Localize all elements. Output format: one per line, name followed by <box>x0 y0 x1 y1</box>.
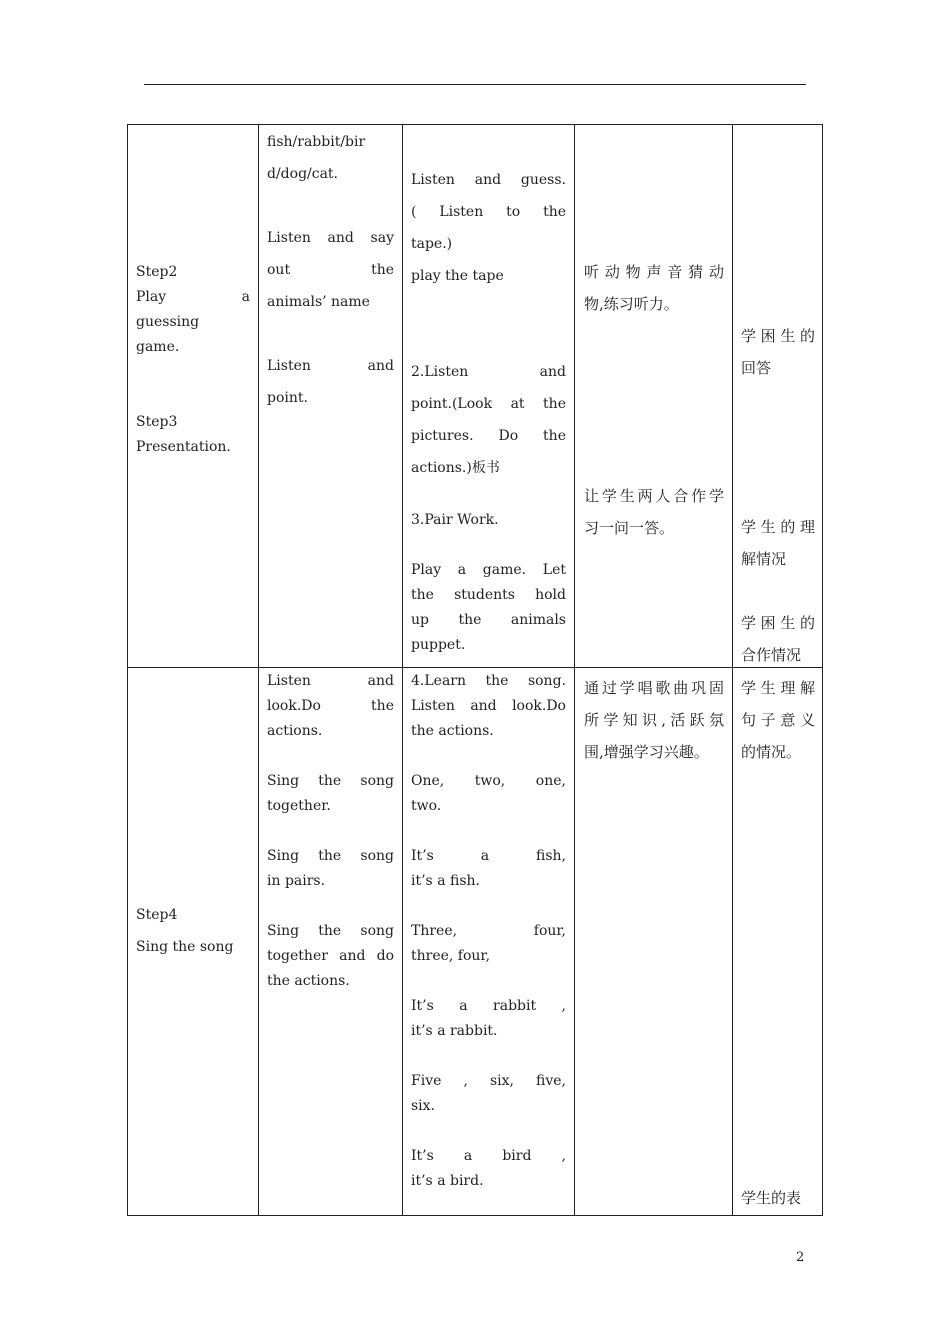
evaluation-line: 学困生的 <box>741 327 815 345</box>
students-line: out the <box>267 262 394 278</box>
students-line: Listen and <box>267 358 394 374</box>
step-cell <box>136 260 250 460</box>
purpose-line: 所学知识,活跃氛 <box>584 711 724 729</box>
teacher-line: play the tape <box>411 268 504 284</box>
students-line: in pairs. <box>267 873 326 889</box>
table-border <box>732 124 733 1216</box>
spacer <box>411 969 566 994</box>
spacer <box>267 190 394 222</box>
spacer <box>267 819 394 844</box>
students-activity-cell <box>267 126 394 414</box>
step-line: Step2 <box>136 264 178 280</box>
evaluation-line: 句子意义 <box>741 711 815 729</box>
students-line: the actions. <box>267 973 350 989</box>
students-line: d/dog/cat. <box>267 166 339 182</box>
table-border <box>127 667 823 668</box>
table-border <box>127 124 823 125</box>
students-activity-cell <box>267 669 394 994</box>
teacher-line: It’s a bird , <box>411 1148 566 1164</box>
teacher-line: the students hold <box>411 587 566 603</box>
students-line: Listen and say <box>267 230 394 246</box>
teacher-line: up the animals <box>411 612 566 628</box>
evaluation-line: 学生的理 <box>741 518 815 536</box>
teacher-line: One, two, one, <box>411 773 566 789</box>
teacher-line: Three, four, <box>411 923 566 939</box>
step-line: Step3 <box>136 414 178 430</box>
purpose-cell <box>584 672 724 768</box>
purpose-cell-a <box>584 256 724 320</box>
teacher-line: point.(Look at the <box>411 396 566 412</box>
teacher-line: ( Listen to the <box>411 204 566 220</box>
students-line: Sing the song <box>267 773 394 789</box>
step-line: Sing the song <box>136 939 234 955</box>
teacher-line: Five , six, five, <box>411 1073 566 1089</box>
evaluation-cell-a <box>741 320 815 384</box>
teacher-activity-cell <box>411 669 566 1194</box>
students-line: animals’ name <box>267 294 370 310</box>
evaluation-cell-b <box>741 511 815 575</box>
teacher-line: It’s a fish, <box>411 848 566 864</box>
evaluation-line: 合作情况 <box>741 646 802 664</box>
spacer <box>136 360 250 385</box>
spacer <box>411 1044 566 1069</box>
teacher-activity-cell-b <box>411 356 566 484</box>
spacer <box>136 385 250 410</box>
teacher-line: Listen and guess. <box>411 172 566 188</box>
table-border <box>822 124 823 1216</box>
evaluation-line: 学生的表 <box>741 1189 802 1207</box>
step-line: Presentation. <box>136 439 231 455</box>
students-line: actions. <box>267 723 323 739</box>
spacer <box>411 744 566 769</box>
teacher-line: it’s a bird. <box>411 1173 484 1189</box>
table-border <box>574 124 575 1216</box>
teacher-line: the actions. <box>411 723 494 739</box>
evaluation-cell-c <box>741 607 815 671</box>
teacher-line: two. <box>411 798 442 814</box>
step-cell <box>136 899 250 963</box>
spacer <box>267 894 394 919</box>
students-line: point. <box>267 390 308 406</box>
evaluation-cell-a <box>741 672 815 768</box>
purpose-cell-b <box>584 480 724 544</box>
teacher-line: it’s a rabbit. <box>411 1023 498 1039</box>
evaluation-line: 回答 <box>741 359 772 377</box>
purpose-line: 习一问一答。 <box>584 519 675 537</box>
teacher-activity-cell-d <box>411 558 566 658</box>
teacher-line: puppet. <box>411 637 466 653</box>
evaluation-line: 学困生的 <box>741 614 815 632</box>
step-line: game. <box>136 339 180 355</box>
page-number: 2 <box>796 1250 805 1265</box>
table-border <box>258 124 259 1216</box>
spacer <box>411 894 566 919</box>
spacer <box>411 819 566 844</box>
teacher-line: 3.Pair Work. <box>411 512 499 528</box>
purpose-line: 听动物声音猜动 <box>584 263 724 281</box>
purpose-line: 通过学唱歌曲巩固 <box>584 679 724 697</box>
teacher-activity-cell-a <box>411 164 566 292</box>
table-border <box>127 1215 823 1216</box>
step-line: Step4 <box>136 907 178 923</box>
step-line: Play a <box>136 289 250 305</box>
students-line: together and do <box>267 948 394 964</box>
evaluation-cell-b <box>741 1182 815 1214</box>
teacher-line: 2.Listen and <box>411 364 566 380</box>
teacher-line: actions.)板书 <box>411 460 500 476</box>
students-line: look.Do the <box>267 698 394 714</box>
teacher-line: tape.) <box>411 236 453 252</box>
table-border <box>127 124 128 1216</box>
teacher-line: Play a game. Let <box>411 562 566 578</box>
teacher-line: six. <box>411 1098 436 1114</box>
spacer <box>267 318 394 350</box>
evaluation-line: 学生理解 <box>741 679 815 697</box>
purpose-line: 围,增强学习兴趣。 <box>584 743 709 761</box>
purpose-line: 物,练习听力。 <box>584 295 679 313</box>
students-line: together. <box>267 798 331 814</box>
teacher-line: It’s a rabbit , <box>411 998 566 1014</box>
teacher-line: it’s a fish. <box>411 873 480 889</box>
teacher-line: pictures. Do the <box>411 428 566 444</box>
evaluation-line: 解情况 <box>741 550 787 568</box>
students-line: Sing the song <box>267 923 394 939</box>
students-line: fish/rabbit/bir <box>267 134 366 150</box>
teacher-line: three, four, <box>411 948 491 964</box>
students-line: Sing the song <box>267 848 394 864</box>
step-line: guessing <box>136 314 200 330</box>
table-border <box>402 124 403 1216</box>
teacher-line: 4.Learn the song. <box>411 673 566 689</box>
students-line: Listen and <box>267 673 394 689</box>
evaluation-line: 的情况。 <box>741 743 802 761</box>
purpose-line: 让学生两人合作学 <box>584 487 724 505</box>
spacer <box>267 744 394 769</box>
teacher-activity-cell-c <box>411 508 566 533</box>
spacer <box>411 1119 566 1144</box>
teacher-line: Listen and look.Do <box>411 698 566 714</box>
